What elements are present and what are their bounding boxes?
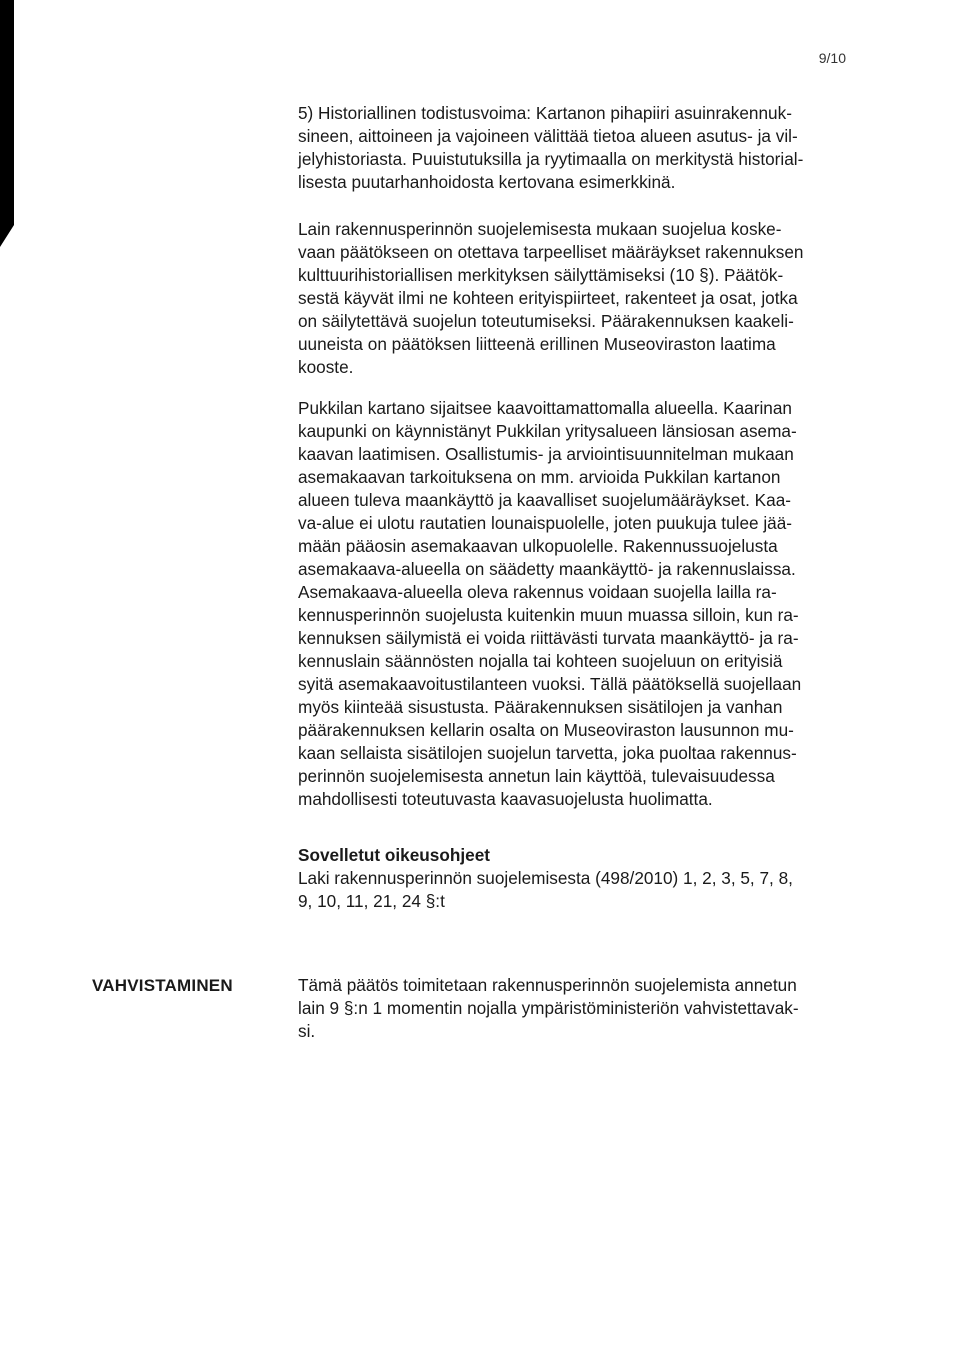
- text-line: va-alue ei ulotu rautatien lounaispuolelle, joten puukuja tulee jää-: [298, 513, 793, 533]
- text-line: mahdollisesti toteutuvasta kaavasuojelusta huolimatta.: [298, 789, 713, 809]
- zoning-plan-paragraph: [298, 397, 880, 811]
- paragraph-text: [298, 397, 880, 811]
- text-line: kaan sellaista sisätilojen suojelun tarvetta, joka puoltaa rakennus-: [298, 743, 797, 763]
- text-line: vaan päätökseen on otettava tarpeelliset määräykset rakennuksen: [298, 242, 804, 262]
- text-line: jelyhistoriasta. Puuistutuksilla ja ryytimaalla on merkitystä historial-: [298, 149, 804, 169]
- scan-edge-shadow: [0, 0, 14, 225]
- text-line: 5) Historiallinen todistusvoima: Kartanon pihapiiri asuinrakennuk-: [298, 103, 792, 123]
- text-line: kennuslain säännösten nojalla tai kohteen suojeluun on erityisiä: [298, 651, 783, 671]
- paragraph-text: [298, 974, 880, 1043]
- applied-law-section: [298, 844, 880, 913]
- text-line: kaupunki on käynnistänyt Pukkilan yritysalueen länsiosan asema-: [298, 421, 797, 441]
- page-number: 9/10: [818, 50, 846, 66]
- text-line: Lain rakennusperinnön suojelemisesta mukaan suojelua koske-: [298, 219, 782, 239]
- text-line: kooste.: [298, 357, 354, 377]
- text-line: sestä käyvät ilmi ne kohteen erityispiirteet, rakenteet ja osat, jotka: [298, 288, 798, 308]
- paragraph-text: [298, 218, 880, 379]
- confirmation-side-heading: VAHVISTAMINEN: [92, 976, 233, 995]
- text-line: uuneista on päätöksen liitteenä erillinen Museoviraston laatima: [298, 334, 776, 354]
- text-line: Pukkilan kartano sijaitsee kaavoittamattomalla alueella. Kaarinan: [298, 398, 792, 418]
- confirmation-paragraph: [298, 974, 880, 1043]
- applied-law-heading: Sovelletut oikeusohjeet: [298, 845, 490, 865]
- text-line: mään pääosin asemakaavan ulkopuolelle. Rakennussuojelusta: [298, 536, 778, 556]
- text-line: sineen, aittoineen ja vajoineen välittää tietoa alueen asutus- ja vil-: [298, 126, 798, 146]
- text-line: kulttuurihistoriallisen merkityksen säilyttämiseksi (10 §). Päätök-: [298, 265, 784, 285]
- text-line: päärakennuksen kellarin osalta on Museoviraston lausunnon mu-: [298, 720, 794, 740]
- text-line: kaavan laatimisen. Osallistumis- ja arviointisuunnitelman mukaan: [298, 444, 794, 464]
- text-line: kennusperinnön suojelusta kuitenkin muun muassa silloin, kun ra-: [298, 605, 799, 625]
- text-line: syitä asemakaavoitustilanteen vuoksi. Tällä päätöksellä suojellaan: [298, 674, 802, 694]
- text-line: kennuksen säilymistä ei voida riittävästi turvata maankäyttö- ja ra-: [298, 628, 799, 648]
- text-line: lain 9 §:n 1 momentin nojalla ympäristöministeriön vahvistettavak-: [298, 998, 799, 1018]
- text-line: lisesta puutarhanhoidosta kertovana esimerkkinä.: [298, 172, 676, 192]
- text-line: Asemakaava-alueella oleva rakennus voidaan suojella lailla ra-: [298, 582, 777, 602]
- text-line: Tämä päätös toimitetaan rakennusperinnön suojelemista annetun: [298, 975, 797, 995]
- paragraph-text: [298, 102, 880, 194]
- text-line: myös kiinteää sisustusta. Päärakennuksen sisätilojen ja vanhan: [298, 697, 783, 717]
- text-line: alueen tuleva maankäyttö ja kaavalliset suojelumääräykset. Kaa-: [298, 490, 791, 510]
- applied-law-text: [298, 844, 880, 913]
- text-line: 9, 10, 11, 21, 24 §:t: [298, 891, 445, 911]
- text-line: asemakaava-alueella on säädetty maankäyttö- ja rakennuslaissa.: [298, 559, 796, 579]
- text-line: Laki rakennusperinnön suojelemisesta (498/2010) 1, 2, 3, 5, 7, 8,: [298, 868, 793, 888]
- scan-edge-shadow-tip: [0, 225, 14, 247]
- text-line: on säilytettävä suojelun toteutumiseksi. Päärakennuksen kaakeli-: [298, 311, 794, 331]
- historical-evidence-paragraph: [298, 102, 880, 194]
- text-line: asemakaavan tarkoituksena on mm. arvioida Pukkilan kartanon: [298, 467, 781, 487]
- text-line: si.: [298, 1021, 316, 1041]
- law-paragraph: [298, 218, 880, 379]
- text-line: perinnön suojelemisesta annetun lain käyttöä, tulevaisuudessa: [298, 766, 775, 786]
